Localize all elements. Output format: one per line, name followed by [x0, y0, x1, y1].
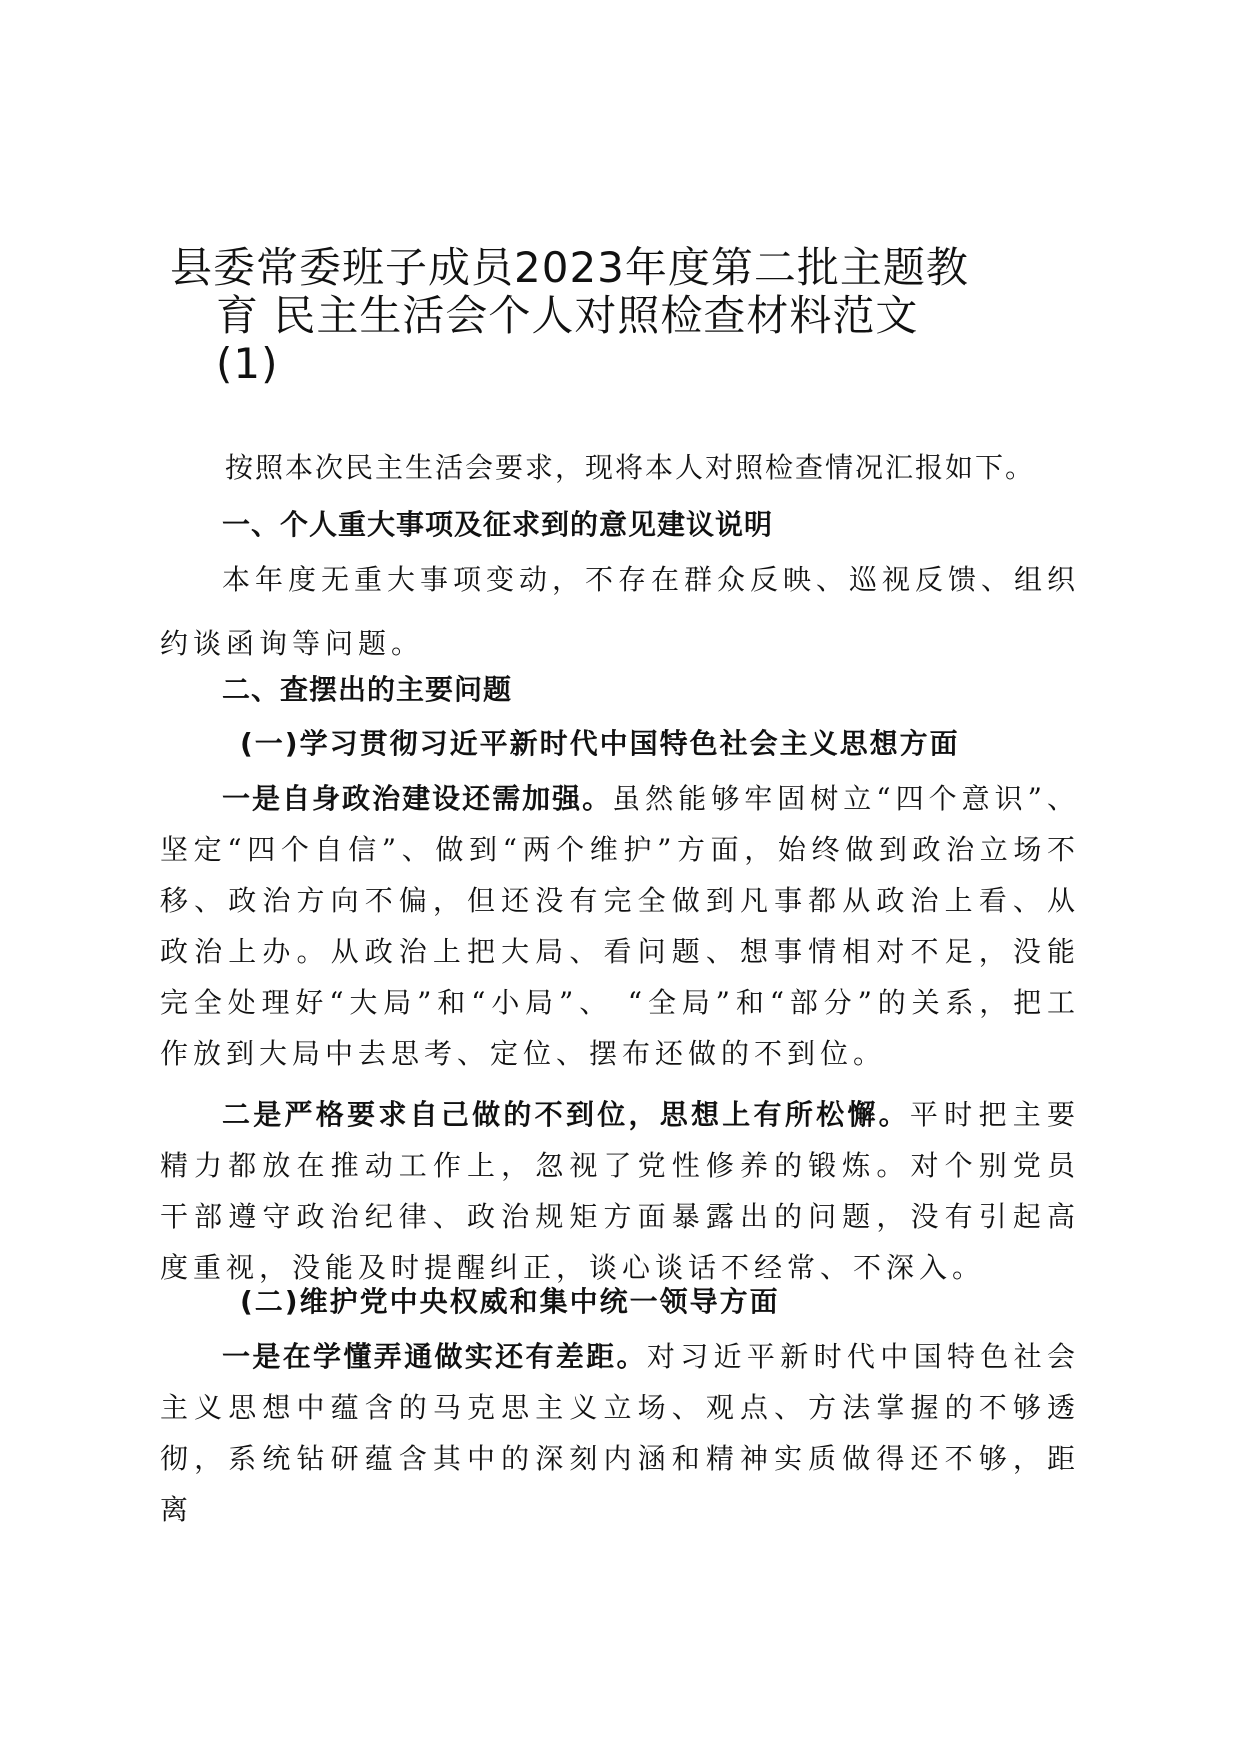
- document-title: [160, 244, 1090, 388]
- subsection-2-heading: (二)维护党中央权威和集中统一领导方面: [240, 1285, 780, 1318]
- paragraph-lead: 二是严格要求自己做的不到位，思想上有所松懈。: [222, 1098, 910, 1131]
- section-1-body: 本年度无重大事项变动，不存在群众反映、巡视反馈、组织约谈函询等问题。: [160, 563, 1081, 660]
- intro-paragraph: 按照本次民主生活会要求，现将本人对照检查情况汇报如下。: [225, 451, 1036, 484]
- subsection-1-heading: (一)学习贯彻习近平新时代中国特色社会主义思想方面: [240, 727, 960, 760]
- paragraph-body: 对习近平新时代中国特色社会主义思想中蕴含的马克思主义立场、观点、方法掌握的不够透彻，系统钻研蕴含其中的深刻内涵和精神实质做得还不够，距离: [160, 1340, 1080, 1526]
- paragraph-body: 虽然能够牢固树立“四个意识”、坚定“四个自信”、做到“两个维护”方面，始终做到政治立场不移、政治方向不偏，但还没有完全做到凡事都从政治上看、从政治上办。从政治上把大局、看问题、想事情相对不足，没能完全处理好“大局”和“小局”、 “全局”和“部分”的关系，把工作放到大局中去思考、定位、摆布还做的不到位。: [160, 782, 1080, 1070]
- subsection-1-paragraph-1: [160, 773, 1080, 1079]
- title-line-3: (1): [216, 339, 279, 388]
- section-1-heading: 一、个人重大事项及征求到的意见建议说明: [222, 508, 774, 541]
- subsection-1-paragraph-2: [160, 1089, 1080, 1293]
- title-line-2: 育 民主生活会个人对照检查材料范文: [216, 291, 919, 340]
- paragraph-lead: 一是自身政治建设还需加强。: [222, 782, 613, 815]
- subsection-2-paragraph-1: [160, 1331, 1080, 1535]
- paragraph-lead: 一是在学懂弄通做实还有差距。: [222, 1340, 647, 1373]
- title-line-1: 县委常委班子成员2023年度第二批主题教: [170, 243, 969, 292]
- paragraph-body: 平时把主要精力都放在推动工作上，忽视了党性修养的锻炼。对个别党员干部遵守政治纪律、政治规矩方面暴露出的问题，没有引起高度重视，没能及时提醒纠正，谈心谈话不经常、不深入。: [160, 1098, 1080, 1284]
- section-2-heading: 二、查摆出的主要问题: [222, 673, 513, 706]
